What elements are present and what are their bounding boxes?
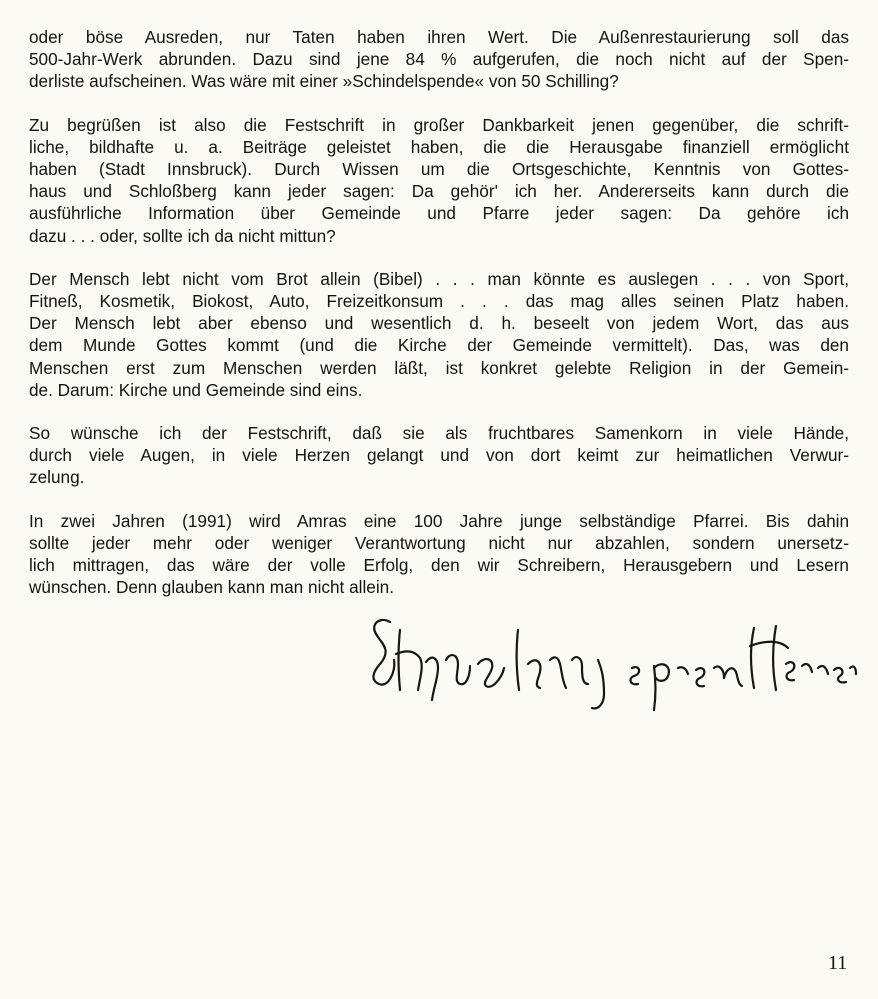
paragraph-line: derliste aufscheinen. Was wäre mit einer »Schindelspende« von 50 Schilling? [29,71,619,92]
paragraph-line: Der Mensch lebt aber ebenso und wesentlich d. h. beseelt von jedem Wort, das aus [29,313,849,334]
body-text [29,26,849,619]
paragraph-3 [29,268,849,401]
paragraph-line: wünschen. Denn glauben kann man nicht allein. [29,577,394,598]
paragraph-line: ausführliche Information über Gemeinde und Pfarre jeder sagen: Da gehöre ich [29,203,849,224]
paragraph-line: lich mittragen, das wäre der volle Erfolg, den wir Schreibern, Herausgebern und Lesern [29,555,849,576]
paragraph-line: haben (Stadt Innsbruck). Durch Wissen um die Ortsgeschichte, Kenntnis von Gottes- [29,159,849,180]
paragraph-5 [29,510,849,599]
paragraph-line: zelung. [29,467,85,488]
paragraph-line: sollte jeder mehr oder weniger Verantwortung nicht nur abzahlen, sondern unersetz- [29,532,849,553]
paragraph-line: So wünsche ich der Festschrift, daß sie als fruchtbares Samenkorn in viele Hände, [29,423,849,444]
paragraph-line: Fitneß, Kosmetik, Biokost, Auto, Freizeitkonsum . . . das mag alles seinen Platz haben. [29,291,849,312]
paragraph-line: de. Darum: Kirche und Gemeinde sind eins. [29,379,363,400]
paragraph-line: Menschen erst zum Menschen werden läßt, ist konkret gelebte Religion in der Gemein- [29,357,849,378]
handwritten-signature [362,612,858,714]
paragraph-line: dem Munde Gottes kommt (und die Kirche der Gemeinde vermittelt). Das, was den [29,335,849,356]
paragraph-line: oder böse Ausreden, nur Taten haben ihren Wert. Die Außenrestaurierung soll das [29,27,849,47]
paragraph-line: haus und Schloßberg kann jeder sagen: Da gehör' ich her. Andererseits kann durch die [29,181,849,202]
paragraph-line: liche, bildhafte u. a. Beiträge geleistet haben, die die Herausgabe finanziell ermöglicht [29,136,849,157]
paragraph-line: Der Mensch lebt nicht vom Brot allein (Bibel) . . . man könnte es auslegen . . . von Sport, [29,268,849,289]
paragraph-line: dazu . . . oder, sollte ich da nicht mittun? [29,225,336,246]
paragraph-1 [29,26,849,93]
paragraph-line: 500-Jahr-Werk abrunden. Dazu sind jene 84 % aufgerufen, die noch nicht auf der Spen- [29,49,849,70]
signature-icon [362,612,858,714]
paragraph-line: durch viele Augen, in viele Herzen gelangt und von dort keimt zur heimatlichen Verwur- [29,445,849,466]
page-number: 11 [828,952,848,974]
paragraph-4 [29,422,849,489]
paragraph-2 [29,114,849,247]
paragraph-line: Zu begrüßen ist also die Festschrift in großer Dankbarkeit jenen gegenüber, die schrift- [29,114,849,135]
paragraph-line: In zwei Jahren (1991) wird Amras eine 100 Jahre junge selbständige Pfarrei. Bis dahin [29,510,849,531]
